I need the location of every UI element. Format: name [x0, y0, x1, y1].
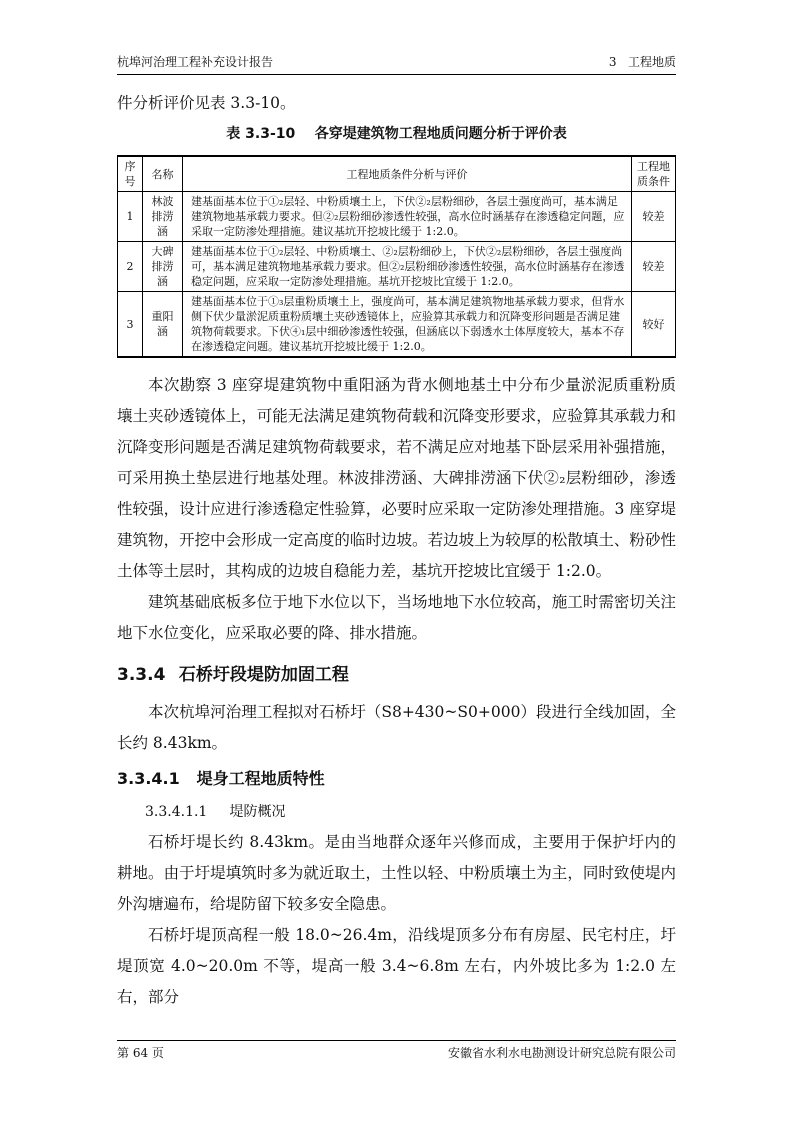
page-footer	[117, 1040, 676, 1061]
section-number: 3.3.4	[117, 665, 166, 685]
section-title: 堤防概况	[229, 804, 286, 820]
section-title: 石桥圩段堤防加固工程	[178, 665, 349, 685]
section-heading-3-3-4-1-1	[117, 797, 676, 827]
col-header-cond: 工程地质条件	[632, 156, 676, 192]
intro-line: 件分析评价见表 3.3-10。	[117, 94, 296, 112]
row-no: 3	[118, 292, 143, 358]
row-desc: 建基面基本位于①₃层重粉质壤土上，强度尚可，基本满足建筑物地基承载力要求，但背水侧下伏少量淤泥质重粉质壤土夹砂透镜体上，应验算其承载力和沉降变形问题是否满足建筑物荷载要求。下伏④₁层中细砂渗透性较强，但涵底以下弱透水土体厚度较大，基本不存在渗透稳定问题。建议基坑开挖坡比缓于 1:2.0。	[183, 292, 632, 358]
table-header-row	[118, 156, 676, 192]
geology-evaluation-table	[117, 155, 676, 358]
section-heading-3-3-4-1	[117, 765, 676, 793]
paragraph: 本次勘察 3 座穿堤建筑物中重阳涵为背水侧地基土中分布少量淤泥质重粉质壤土夹砂透镜体上，可能无法满足建筑物荷载和沉降变形要求，应验算其承载力和沉降变形问题是否满足建筑物荷载要求，若不满足应对地基下卧层采用补强措施，可采用换土垫层进行地基处理。林波排涝涵、大碑排涝涵下伏②₂层粉细砂，渗透性较强，设计应进行渗透稳定性验算，必要时应采取一定防渗处理措施。3 座穿堤建筑物，开挖中会形成一定高度的临时边坡。若边坡上为较厚的松散填土、粉砂性土体等土层时，其构成的边坡自稳能力差，基坑开挖坡比宜缓于 1:2.0。	[117, 376, 676, 580]
table-row	[118, 192, 676, 242]
table-row	[118, 242, 676, 292]
row-cond: 较差	[632, 242, 676, 292]
paragraph: 石桥圩堤长约 8.43km。是由当地群众逐年兴修而成，主要用于保护圩内的耕地。由于圩堤填筑时多为就近取土，土性以轻、中粉质壤土为主，同时致使堤内外沟塘遍布，给堤防留下较多安全隐患。	[117, 833, 676, 913]
row-cond: 较好	[632, 292, 676, 358]
row-name: 重阳涵	[143, 292, 183, 358]
row-name: 林波排涝涵	[143, 192, 183, 242]
row-no: 2	[118, 242, 143, 292]
col-header-desc: 工程地质条件分析与评价	[183, 156, 632, 192]
paragraph: 石桥圩堤顶高程一般 18.0~26.4m，沿线堤顶多分布有房屋、民宅村庄，圩堤顶宽 4.0~20.0m 不等，堤高一般 3.4~6.8m 左右，内外坡比多为 1:2.0 左右，部分	[117, 926, 676, 1006]
section-title: 堤身工程地质特性	[196, 769, 325, 788]
table-row	[118, 292, 676, 358]
page-number: 第 64 页	[117, 1046, 164, 1060]
paragraph: 本次杭埠河治理工程拟对石桥圩（S8+430~S0+000）段进行全线加固，全长约 8.43km。	[117, 703, 676, 752]
footer-organization: 安徽省水利水电勘测设计研究总院有限公司	[447, 1046, 676, 1060]
row-cond: 较差	[632, 192, 676, 242]
section-heading-3-3-4	[117, 661, 676, 689]
col-header-name: 名称	[143, 156, 183, 192]
header-chapter: 3 工程地质	[608, 55, 676, 69]
section-number: 3.3.4.1.1	[145, 804, 208, 820]
row-name: 大碑排涝涵	[143, 242, 183, 292]
paragraph: 建筑基础底板多位于地下水位以下，当场地地下水位较高，施工时需密切关注地下水位变化，应采取必要的降、排水措施。	[117, 593, 676, 642]
col-header-no: 序号	[118, 156, 143, 192]
page-content	[117, 88, 676, 1013]
header-doc-title: 杭埠河治理工程补充设计报告	[117, 55, 274, 69]
row-desc: 建基面基本位于①₂层轻、中粉质壤土、②₂层粉细砂上，下伏②₂层粉细砂，各层土强度尚可，基本满足建筑物地基承载力要求。但②₂层粉细砂渗透性较强，高水位时涵基存在渗透稳定问题，应采取一定防渗处理措施。基坑开挖坡比宜缓于 1:2.0。	[183, 242, 632, 292]
row-no: 1	[118, 192, 143, 242]
row-desc: 建基面基本位于①₂层轻、中粉质壤土上，下伏②₂层粉细砂，各层土强度尚可，基本满足建筑物地基承载力要求。但②₂层粉细砂渗透性较强，高水位时涵基存在渗透稳定问题，应采取一定防渗处理措施。建议基坑开挖坡比缓于 1:2.0。	[183, 192, 632, 242]
page-header	[117, 52, 676, 75]
table-caption: 表 3.3-10 各穿堤建筑物工程地质问题分析于评价表	[226, 126, 567, 142]
section-number: 3.3.4.1	[117, 769, 180, 788]
